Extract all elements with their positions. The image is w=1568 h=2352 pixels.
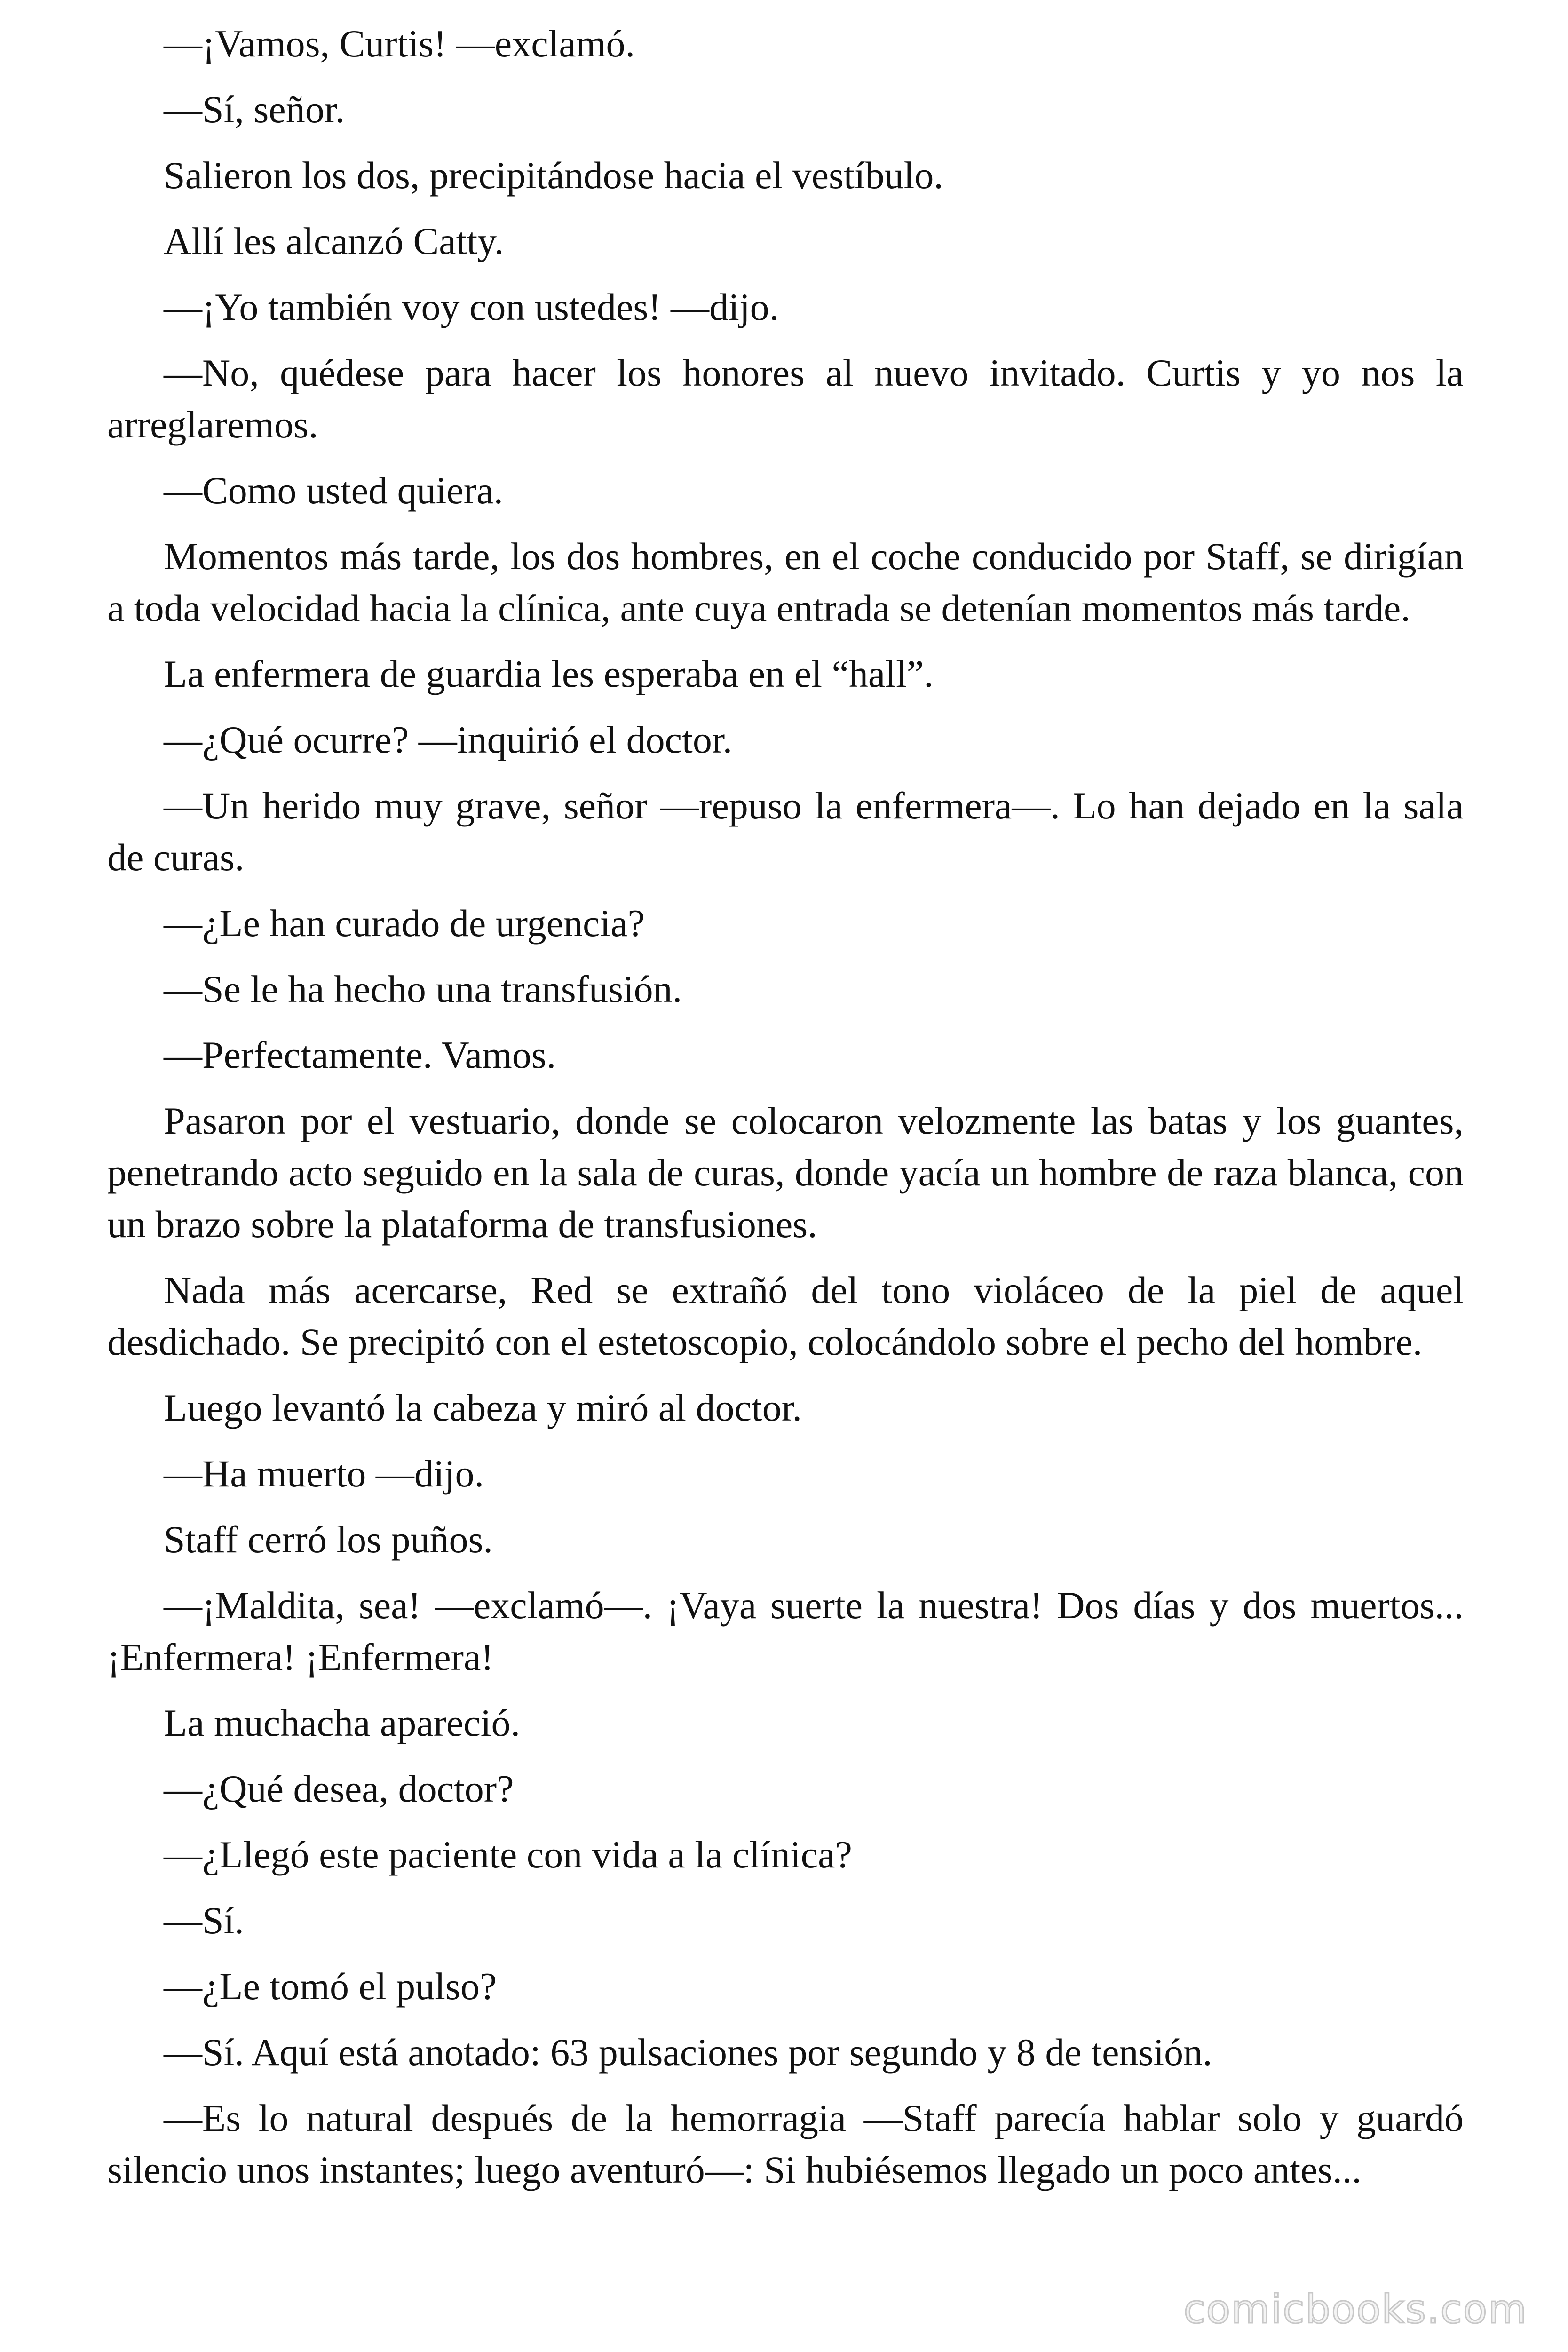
watermark: comicbooks.com bbox=[1183, 2286, 1528, 2332]
paragraph: —¡Vamos, Curtis! —exclamó. bbox=[164, 22, 635, 65]
paragraph: —Sí. bbox=[164, 1899, 244, 1942]
paragraph: —Es lo natural después de la hemorragia —Staff parecía hablar solo y guardó silencio unos instantes; luego aventuró—: Si hubiésemos llegado un poco antes... bbox=[107, 2097, 1464, 2191]
paragraph: —¡Maldita, sea! —exclamó—. ¡Vaya suerte la nuestra! Dos días y dos muertos... ¡Enfermera! ¡Enfermera! bbox=[107, 1584, 1464, 1678]
paragraph: —Un herido muy grave, señor —repuso la enfermera—. Lo han dejado en la sala de curas. bbox=[107, 784, 1464, 879]
paragraph: —¿Qué ocurre? —inquirió el doctor. bbox=[164, 718, 733, 761]
paragraph: Staff cerró los puños. bbox=[164, 1518, 493, 1561]
paragraph: —Se le ha hecho una transfusión. bbox=[164, 968, 682, 1010]
paragraph: —No, quédese para hacer los honores al nuevo invitado. Curtis y yo nos la arreglaremos. bbox=[107, 351, 1464, 446]
paragraph: —Ha muerto —dijo. bbox=[164, 1452, 484, 1495]
paragraph: —¿Le tomó el pulso? bbox=[164, 1965, 497, 2008]
paragraph: —Sí, señor. bbox=[164, 88, 345, 131]
paragraph: —Como usted quiera. bbox=[164, 469, 503, 512]
paragraph: La muchacha apareció. bbox=[164, 1701, 521, 1744]
book-page-text bbox=[107, 18, 1464, 2210]
paragraph: —¿Qué desea, doctor? bbox=[164, 1767, 514, 1810]
paragraph: —¿Llegó este paciente con vida a la clínica? bbox=[164, 1833, 852, 1876]
paragraph: La enfermera de guardia les esperaba en el “hall”. bbox=[164, 652, 934, 695]
paragraph: Momentos más tarde, los dos hombres, en el coche conducido por Staff, se dirigían a toda velocidad hacia la clínica, ante cuya entrada se detenían momentos más tarde. bbox=[107, 535, 1464, 629]
paragraph: —Perfectamente. Vamos. bbox=[164, 1033, 556, 1076]
paragraph: Allí les alcanzó Catty. bbox=[164, 220, 504, 262]
paragraph: Luego levantó la cabeza y miró al doctor. bbox=[164, 1386, 802, 1429]
paragraph: Pasaron por el vestuario, donde se colocaron velozmente las batas y los guantes, penetrando acto seguido en la sala de curas, donde yacía un hombre de raza blanca, con un brazo sobre la plataforma de transfusiones. bbox=[107, 1099, 1464, 1246]
paragraph: —¡Yo también voy con ustedes! —dijo. bbox=[164, 286, 779, 328]
paragraph: —¿Le han curado de urgencia? bbox=[164, 902, 645, 945]
paragraph: Nada más acercarse, Red se extrañó del tono violáceo de la piel de aquel desdichado. Se precipitó con el estetoscopio, colocándolo sobre el pecho del hombre. bbox=[107, 1269, 1464, 1363]
paragraph: —Sí. Aquí está anotado: 63 pulsaciones por segundo y 8 de tensión. bbox=[164, 2031, 1212, 2074]
paragraph: Salieron los dos, precipitándose hacia el vestíbulo. bbox=[164, 154, 943, 197]
